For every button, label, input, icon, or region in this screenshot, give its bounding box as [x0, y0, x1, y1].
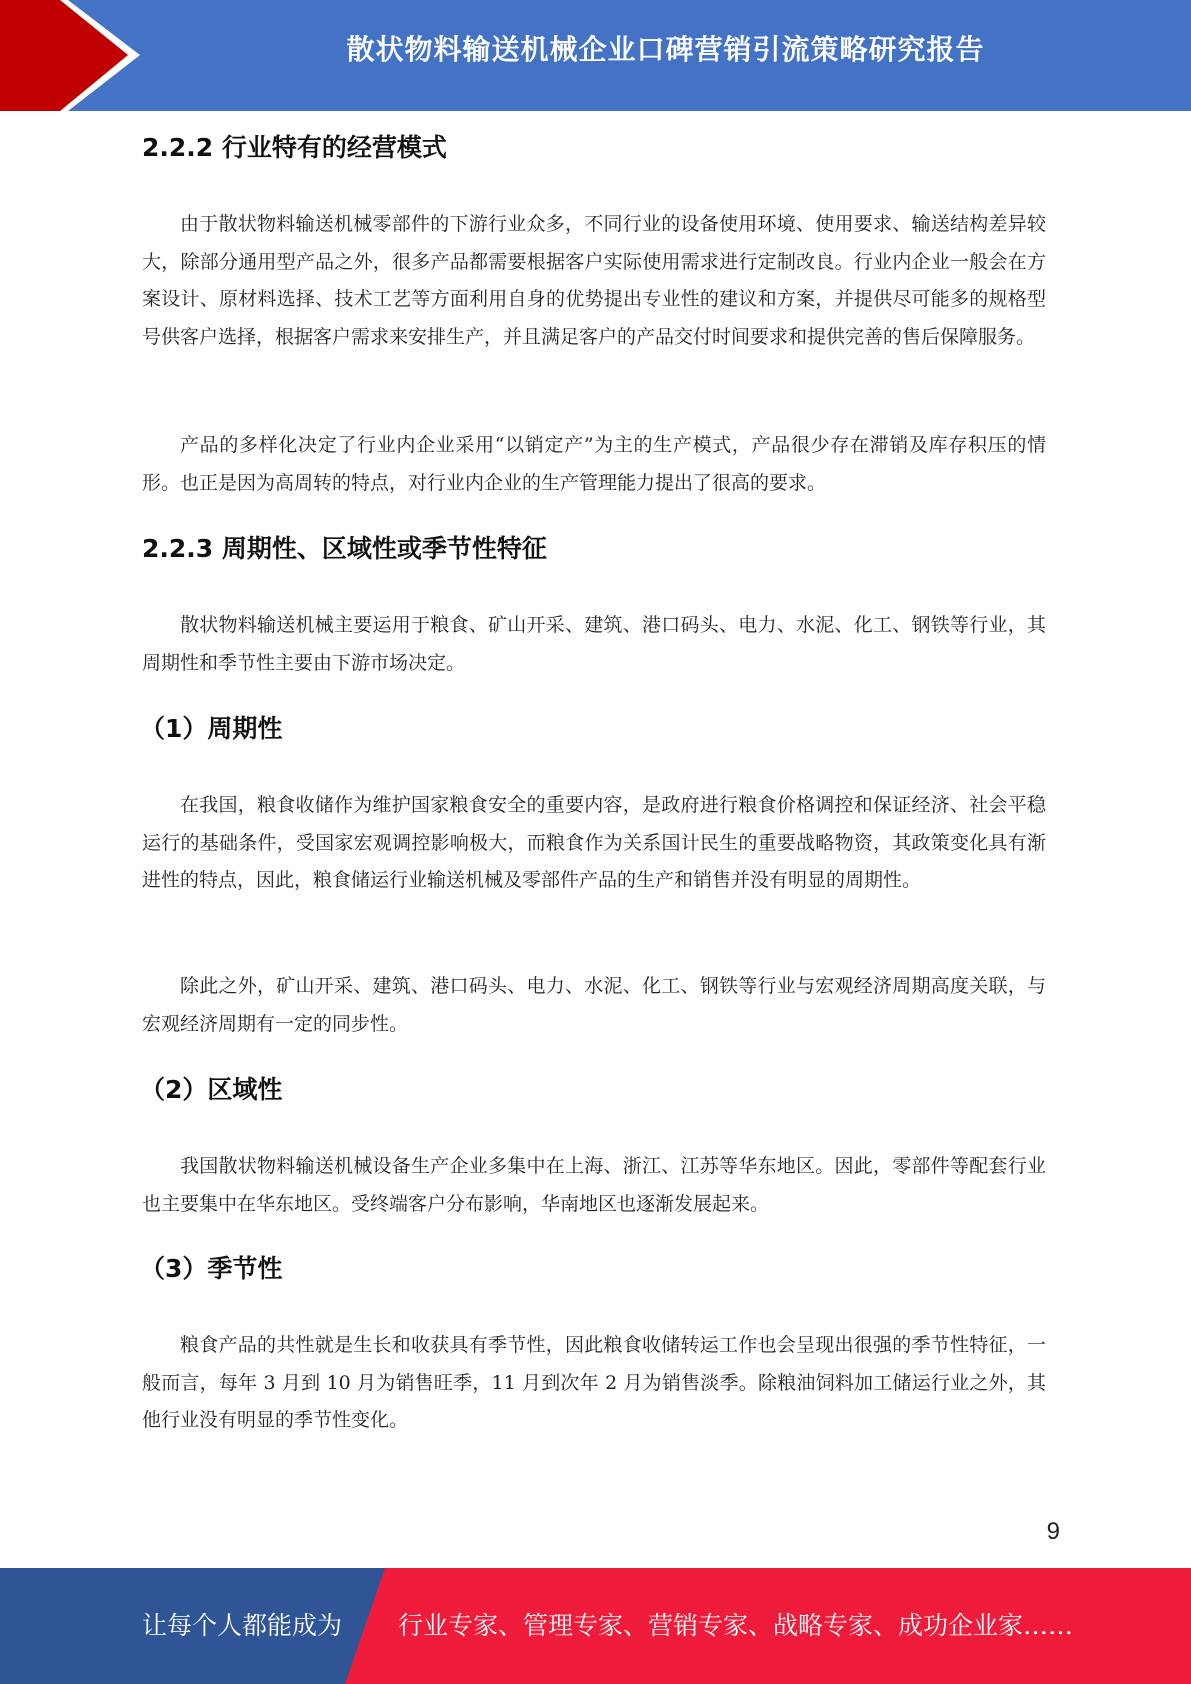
- subsection-heading-seasonality: （3）季节性: [140, 1254, 283, 1283]
- header-arrow-icon: [0, 0, 150, 111]
- body-paragraph: 散状物料输送机械主要运用于粮食、矿山开采、建筑、港口码头、电力、水泥、化工、钢铁等行业，其周期性和季节性主要由下游市场决定。: [142, 614, 1046, 674]
- body-paragraph: 产品的多样化决定了行业内企业采用“以销定产”为主的生产模式，产品很少存在滞销及库存积压的情形。也正是因为高周转的特点，对行业内企业的生产管理能力提出了很高的要求。: [142, 434, 1046, 494]
- page-header: [0, 0, 1191, 111]
- subsection-heading-regionality: （2）区域性: [140, 1075, 283, 1104]
- body-paragraph: 除此之外，矿山开采、建筑、港口码头、电力、水泥、化工、钢铁等行业与宏观经济周期高度关联，与宏观经济周期有一定的同步性。: [142, 975, 1046, 1035]
- body-paragraph: 粮食产品的共性就是生长和收获具有季节性，因此粮食收储转运工作也会呈现出很强的季节性特征，一般而言，每年 3 月到 10 月为销售旺季，11 月到次年 2 月为销售淡季。除粮油饲料加工储运行业之外，其他行业没有明显的季节性变化。: [142, 1334, 1046, 1431]
- page-footer: [0, 1568, 1191, 1684]
- page-number: 9: [1046, 1518, 1060, 1545]
- footer-roles: 行业专家、管理专家、营销专家、战略专家、成功企业家……: [398, 1611, 1074, 1640]
- section-heading-2-2-3: 2.2.3 周期性、区域性或季节性特征: [142, 534, 547, 563]
- report-title: 散状物料输送机械企业口碑营销引流策略研究报告: [346, 33, 985, 66]
- section-heading-2-2-2: 2.2.2 行业特有的经营模式: [142, 133, 447, 162]
- body-paragraph: 由于散状物料输送机械零部件的下游行业众多，不同行业的设备使用环境、使用要求、输送结构差异较大，除部分通用型产品之外，很多产品都需要根据客户实际使用需求进行定制改良。行业内企业一般会在方案设计、原材料选择、技术工艺等方面利用自身的优势提出专业性的建议和方案，并提供尽可能多的规格型号供客户选择，根据客户需求来安排生产，并且满足客户的产品交付时间要求和提供完善的售后保障服务。: [142, 213, 1046, 348]
- subsection-heading-cyclicality: （1）周期性: [140, 714, 283, 743]
- body-paragraph: 在我国，粮食收储作为维护国家粮食安全的重要内容，是政府进行粮食价格调控和保证经济、社会平稳运行的基础条件，受国家宏观调控影响极大，而粮食作为关系国计民生的重要战略物资，其政策变化具有渐进性的特点，因此，粮食储运行业输送机械及零部件产品的生产和销售并没有明显的周期性。: [142, 794, 1046, 891]
- body-paragraph: 我国散状物料输送机械设备生产企业多集中在上海、浙江、江苏等华东地区。因此，零部件等配套行业也主要集中在华东地区。受终端客户分布影响，华南地区也逐渐发展起来。: [142, 1155, 1046, 1215]
- footer-slogan: 让每个人都能成为: [142, 1611, 343, 1640]
